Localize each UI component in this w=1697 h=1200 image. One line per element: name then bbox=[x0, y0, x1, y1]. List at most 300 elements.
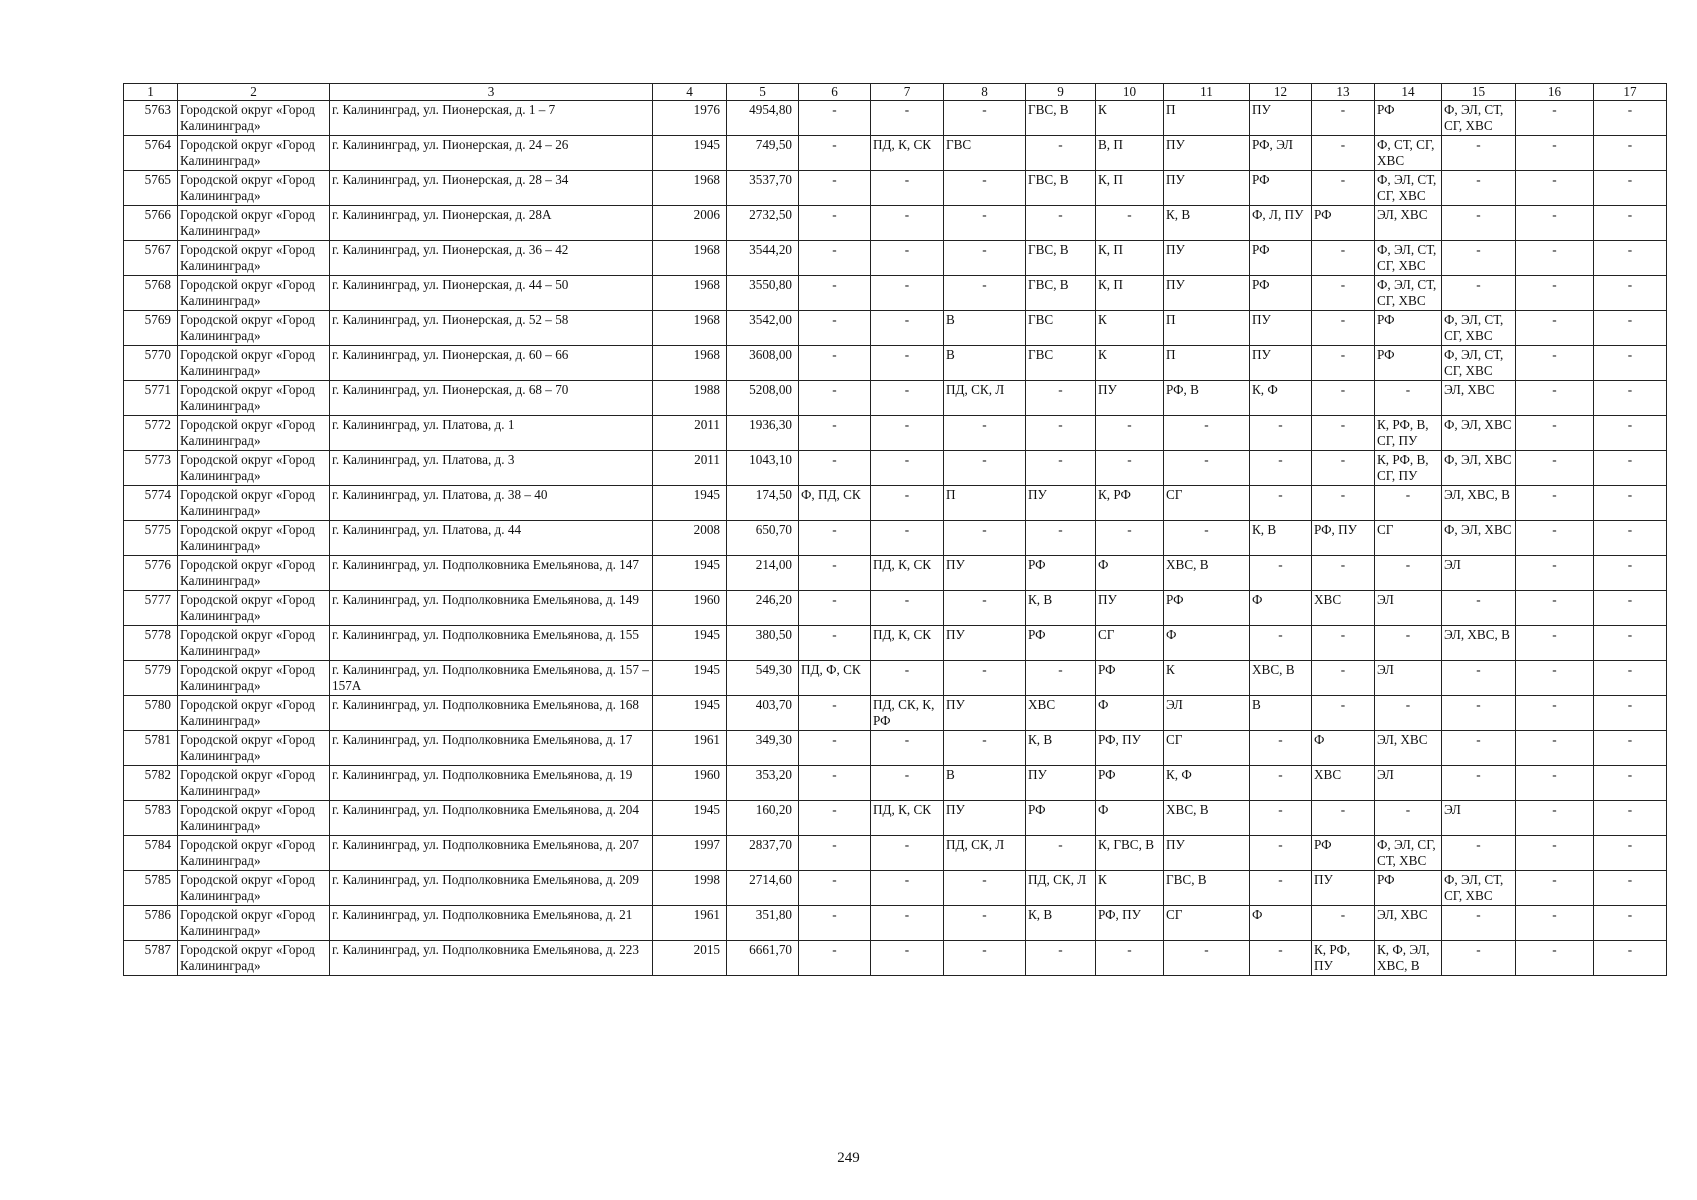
table-cell-col-2: Городской округ «Город Калининград» bbox=[178, 766, 330, 801]
header-row bbox=[124, 84, 1667, 101]
table-cell-col-6: - bbox=[799, 696, 871, 731]
table-cell-col-4: 2015 bbox=[653, 941, 727, 976]
table-cell-col-15: ЭЛ, ХВС, В bbox=[1442, 626, 1516, 661]
table-cell-col-5: 246,20 bbox=[727, 591, 799, 626]
table-cell-col-4: 1988 bbox=[653, 381, 727, 416]
table-cell-col-9: РФ bbox=[1026, 626, 1096, 661]
table-cell-col-14: ЭЛ bbox=[1375, 591, 1442, 626]
table-cell-col-11: ЭЛ bbox=[1164, 696, 1250, 731]
table-cell-col-14: - bbox=[1375, 696, 1442, 731]
table-cell-col-8: В bbox=[944, 766, 1026, 801]
table-cell-col-14: Ф, ЭЛ, СТ, СГ, ХВС bbox=[1375, 276, 1442, 311]
table-cell-col-13: - bbox=[1312, 906, 1375, 941]
table-cell-col-12: Ф bbox=[1250, 591, 1312, 626]
table-row bbox=[124, 766, 1667, 801]
table-cell-col-8: - bbox=[944, 941, 1026, 976]
table-cell-col-5: 549,30 bbox=[727, 661, 799, 696]
table-cell-col-15: - bbox=[1442, 906, 1516, 941]
table-cell-col-2: Городской округ «Город Калининград» bbox=[178, 346, 330, 381]
data-table bbox=[123, 83, 1667, 976]
table-cell-col-6: - bbox=[799, 626, 871, 661]
table-cell-col-11: П bbox=[1164, 311, 1250, 346]
column-header-14: 14 bbox=[1375, 84, 1442, 101]
table-cell-col-10: В, П bbox=[1096, 136, 1164, 171]
table-cell-col-16: - bbox=[1516, 731, 1594, 766]
table-cell-col-9: ГВС, В bbox=[1026, 101, 1096, 136]
table-cell-col-4: 1945 bbox=[653, 626, 727, 661]
table-cell-col-1: 5767 bbox=[124, 241, 178, 276]
table-cell-col-6: - bbox=[799, 206, 871, 241]
table-cell-col-12: Ф bbox=[1250, 906, 1312, 941]
table-cell-col-1: 5775 bbox=[124, 521, 178, 556]
table-cell-col-14: Ф, ЭЛ, СТ, СГ, ХВС bbox=[1375, 241, 1442, 276]
table-cell-col-13: Ф bbox=[1312, 731, 1375, 766]
table-cell-col-13: - bbox=[1312, 696, 1375, 731]
table-cell-col-9: ПД, СК, Л bbox=[1026, 871, 1096, 906]
table-cell-col-3: г. Калининград, ул. Подполковника Емельянова, д. 207 bbox=[330, 836, 653, 871]
table-cell-col-7: - bbox=[871, 416, 944, 451]
column-header-13: 13 bbox=[1312, 84, 1375, 101]
table-cell-col-7: - bbox=[871, 941, 944, 976]
table-cell-col-12: - bbox=[1250, 626, 1312, 661]
table-cell-col-3: г. Калининград, ул. Подполковника Емельянова, д. 17 bbox=[330, 731, 653, 766]
table-cell-col-1: 5766 bbox=[124, 206, 178, 241]
table-row bbox=[124, 941, 1667, 976]
table-cell-col-2: Городской округ «Город Калининград» bbox=[178, 696, 330, 731]
table-cell-col-17: - bbox=[1594, 346, 1667, 381]
table-cell-col-5: 650,70 bbox=[727, 521, 799, 556]
table-cell-col-17: - bbox=[1594, 206, 1667, 241]
table-cell-col-8: ПД, СК, Л bbox=[944, 836, 1026, 871]
table-cell-col-6: - bbox=[799, 556, 871, 591]
table-cell-col-10: К bbox=[1096, 311, 1164, 346]
table-cell-col-9: - bbox=[1026, 381, 1096, 416]
table-cell-col-10: - bbox=[1096, 521, 1164, 556]
table-cell-col-2: Городской округ «Город Калининград» bbox=[178, 171, 330, 206]
column-header-16: 16 bbox=[1516, 84, 1594, 101]
table-cell-col-4: 1976 bbox=[653, 101, 727, 136]
table-cell-col-11: СГ bbox=[1164, 731, 1250, 766]
table-cell-col-17: - bbox=[1594, 416, 1667, 451]
table-cell-col-16: - bbox=[1516, 451, 1594, 486]
table-cell-col-9: ПУ bbox=[1026, 766, 1096, 801]
table-cell-col-7: - bbox=[871, 101, 944, 136]
table-cell-col-13: - bbox=[1312, 451, 1375, 486]
table-cell-col-17: - bbox=[1594, 836, 1667, 871]
table-cell-col-4: 1968 bbox=[653, 311, 727, 346]
table-cell-col-16: - bbox=[1516, 381, 1594, 416]
table-cell-col-8: - bbox=[944, 206, 1026, 241]
table-cell-col-10: К bbox=[1096, 101, 1164, 136]
table-cell-col-8: ПД, СК, Л bbox=[944, 381, 1026, 416]
table-cell-col-12: ХВС, В bbox=[1250, 661, 1312, 696]
table-cell-col-10: К, РФ bbox=[1096, 486, 1164, 521]
table-cell-col-1: 5776 bbox=[124, 556, 178, 591]
table-cell-col-15: ЭЛ, ХВС, В bbox=[1442, 486, 1516, 521]
table-cell-col-11: К bbox=[1164, 661, 1250, 696]
table-cell-col-10: СГ bbox=[1096, 626, 1164, 661]
table-row bbox=[124, 171, 1667, 206]
table-cell-col-2: Городской округ «Город Калининград» bbox=[178, 521, 330, 556]
table-cell-col-5: 2732,50 bbox=[727, 206, 799, 241]
table-cell-col-11: К, Ф bbox=[1164, 766, 1250, 801]
table-cell-col-3: г. Калининград, ул. Подполковника Емельянова, д. 147 bbox=[330, 556, 653, 591]
column-header-1: 1 bbox=[124, 84, 178, 101]
table-cell-col-12: - bbox=[1250, 486, 1312, 521]
table-cell-col-11: ПУ bbox=[1164, 171, 1250, 206]
column-header-11: 11 bbox=[1164, 84, 1250, 101]
table-cell-col-13: ПУ bbox=[1312, 871, 1375, 906]
table-cell-col-9: - bbox=[1026, 136, 1096, 171]
table-cell-col-13: - bbox=[1312, 346, 1375, 381]
table-cell-col-8: - bbox=[944, 871, 1026, 906]
table-cell-col-16: - bbox=[1516, 836, 1594, 871]
table-cell-col-6: - bbox=[799, 346, 871, 381]
table-cell-col-5: 3537,70 bbox=[727, 171, 799, 206]
table-cell-col-2: Городской округ «Город Калининград» bbox=[178, 416, 330, 451]
table-cell-col-5: 6661,70 bbox=[727, 941, 799, 976]
table-cell-col-14: ЭЛ bbox=[1375, 661, 1442, 696]
table-cell-col-11: П bbox=[1164, 346, 1250, 381]
column-header-3: 3 bbox=[330, 84, 653, 101]
table-cell-col-7: - bbox=[871, 766, 944, 801]
table-cell-col-11: К, В bbox=[1164, 206, 1250, 241]
table-row bbox=[124, 626, 1667, 661]
table-cell-col-12: - bbox=[1250, 451, 1312, 486]
table-cell-col-12: РФ, ЭЛ bbox=[1250, 136, 1312, 171]
table-cell-col-17: - bbox=[1594, 941, 1667, 976]
table-cell-col-14: - bbox=[1375, 381, 1442, 416]
column-header-12: 12 bbox=[1250, 84, 1312, 101]
table-cell-col-9: - bbox=[1026, 451, 1096, 486]
table-cell-col-15: Ф, ЭЛ, СТ, СГ, ХВС bbox=[1442, 871, 1516, 906]
table-cell-col-10: К, ГВС, В bbox=[1096, 836, 1164, 871]
table-cell-col-16: - bbox=[1516, 906, 1594, 941]
table-cell-col-2: Городской округ «Город Калининград» bbox=[178, 731, 330, 766]
table-cell-col-7: - bbox=[871, 591, 944, 626]
table-cell-col-4: 1961 bbox=[653, 731, 727, 766]
table-cell-col-17: - bbox=[1594, 276, 1667, 311]
table-cell-col-6: - bbox=[799, 836, 871, 871]
table-cell-col-9: ГВС, В bbox=[1026, 276, 1096, 311]
table-cell-col-9: ГВС, В bbox=[1026, 171, 1096, 206]
table-cell-col-2: Городской округ «Город Калининград» bbox=[178, 591, 330, 626]
table-cell-col-6: - bbox=[799, 136, 871, 171]
table-cell-col-14: К, РФ, В, СГ, ПУ bbox=[1375, 451, 1442, 486]
column-header-6: 6 bbox=[799, 84, 871, 101]
table-cell-col-12: - bbox=[1250, 766, 1312, 801]
table-cell-col-5: 1936,30 bbox=[727, 416, 799, 451]
table-row bbox=[124, 696, 1667, 731]
table-cell-col-14: ЭЛ, ХВС bbox=[1375, 206, 1442, 241]
table-cell-col-5: 353,20 bbox=[727, 766, 799, 801]
table-cell-col-6: - bbox=[799, 731, 871, 766]
table-cell-col-17: - bbox=[1594, 871, 1667, 906]
table-row bbox=[124, 206, 1667, 241]
table-cell-col-13: ХВС bbox=[1312, 766, 1375, 801]
table-cell-col-16: - bbox=[1516, 521, 1594, 556]
table-cell-col-15: - bbox=[1442, 136, 1516, 171]
table-cell-col-8: - bbox=[944, 276, 1026, 311]
table-cell-col-11: ХВС, В bbox=[1164, 556, 1250, 591]
table-cell-col-1: 5783 bbox=[124, 801, 178, 836]
table-cell-col-9: РФ bbox=[1026, 801, 1096, 836]
table-cell-col-2: Городской округ «Город Калининград» bbox=[178, 941, 330, 976]
table-cell-col-15: - bbox=[1442, 696, 1516, 731]
table-cell-col-2: Городской округ «Город Калининград» bbox=[178, 906, 330, 941]
table-cell-col-15: - bbox=[1442, 206, 1516, 241]
table-cell-col-12: ПУ bbox=[1250, 101, 1312, 136]
table-cell-col-3: г. Калининград, ул. Платова, д. 1 bbox=[330, 416, 653, 451]
table-cell-col-16: - bbox=[1516, 416, 1594, 451]
table-cell-col-5: 403,70 bbox=[727, 696, 799, 731]
table-cell-col-1: 5769 bbox=[124, 311, 178, 346]
table-cell-col-5: 3550,80 bbox=[727, 276, 799, 311]
table-cell-col-3: г. Калининград, ул. Пионерская, д. 68 – 70 bbox=[330, 381, 653, 416]
table-cell-col-12: К, Ф bbox=[1250, 381, 1312, 416]
table-cell-col-6: Ф, ПД, СК bbox=[799, 486, 871, 521]
table-cell-col-3: г. Калининград, ул. Пионерская, д. 28 – 34 bbox=[330, 171, 653, 206]
table-cell-col-2: Городской округ «Город Калининград» bbox=[178, 311, 330, 346]
table-cell-col-1: 5779 bbox=[124, 661, 178, 696]
table-cell-col-11: ХВС, В bbox=[1164, 801, 1250, 836]
table-cell-col-1: 5780 bbox=[124, 696, 178, 731]
table-cell-col-8: ПУ bbox=[944, 626, 1026, 661]
table-cell-col-16: - bbox=[1516, 801, 1594, 836]
table-row bbox=[124, 871, 1667, 906]
table-cell-col-3: г. Калининград, ул. Платова, д. 44 bbox=[330, 521, 653, 556]
table-cell-col-17: - bbox=[1594, 906, 1667, 941]
table-cell-col-8: ПУ bbox=[944, 556, 1026, 591]
table-cell-col-16: - bbox=[1516, 136, 1594, 171]
table-cell-col-3: г. Калининград, ул. Пионерская, д. 60 – 66 bbox=[330, 346, 653, 381]
table-cell-col-7: - bbox=[871, 871, 944, 906]
column-header-15: 15 bbox=[1442, 84, 1516, 101]
table-cell-col-17: - bbox=[1594, 626, 1667, 661]
table-cell-col-1: 5768 bbox=[124, 276, 178, 311]
table-cell-col-7: ПД, К, СК bbox=[871, 626, 944, 661]
table-cell-col-17: - bbox=[1594, 311, 1667, 346]
table-cell-col-13: - bbox=[1312, 801, 1375, 836]
table-row bbox=[124, 136, 1667, 171]
table-cell-col-17: - bbox=[1594, 101, 1667, 136]
table-cell-col-1: 5781 bbox=[124, 731, 178, 766]
table-cell-col-7: - bbox=[871, 836, 944, 871]
table-cell-col-6: - bbox=[799, 451, 871, 486]
table-cell-col-10: Ф bbox=[1096, 801, 1164, 836]
table-cell-col-11: П bbox=[1164, 101, 1250, 136]
table-cell-col-1: 5778 bbox=[124, 626, 178, 661]
table-cell-col-7: - bbox=[871, 486, 944, 521]
table-cell-col-8: - bbox=[944, 101, 1026, 136]
table-cell-col-15: ЭЛ, ХВС bbox=[1442, 381, 1516, 416]
column-header-5: 5 bbox=[727, 84, 799, 101]
table-cell-col-13: РФ, ПУ bbox=[1312, 521, 1375, 556]
table-cell-col-11: СГ bbox=[1164, 486, 1250, 521]
table-cell-col-11: ГВС, В bbox=[1164, 871, 1250, 906]
table-row bbox=[124, 101, 1667, 136]
table-cell-col-6: - bbox=[799, 171, 871, 206]
table-cell-col-5: 160,20 bbox=[727, 801, 799, 836]
table-cell-col-13: - bbox=[1312, 486, 1375, 521]
table-cell-col-8: - bbox=[944, 416, 1026, 451]
table-cell-col-1: 5773 bbox=[124, 451, 178, 486]
table-cell-col-8: - bbox=[944, 661, 1026, 696]
table-cell-col-15: Ф, ЭЛ, ХВС bbox=[1442, 416, 1516, 451]
table-cell-col-14: - bbox=[1375, 486, 1442, 521]
table-cell-col-17: - bbox=[1594, 766, 1667, 801]
table-cell-col-3: г. Калининград, ул. Подполковника Емельянова, д. 157 – 157А bbox=[330, 661, 653, 696]
table-cell-col-4: 1960 bbox=[653, 766, 727, 801]
table-cell-col-4: 2008 bbox=[653, 521, 727, 556]
table-cell-col-4: 2006 bbox=[653, 206, 727, 241]
table-cell-col-4: 1945 bbox=[653, 696, 727, 731]
table-cell-col-14: Ф, ЭЛ, СТ, СГ, ХВС bbox=[1375, 171, 1442, 206]
table-cell-col-16: - bbox=[1516, 941, 1594, 976]
table-cell-col-6: - bbox=[799, 871, 871, 906]
table-cell-col-2: Городской округ «Город Калининград» bbox=[178, 871, 330, 906]
table-cell-col-16: - bbox=[1516, 276, 1594, 311]
table-cell-col-7: ПД, К, СК bbox=[871, 556, 944, 591]
table-cell-col-10: РФ bbox=[1096, 661, 1164, 696]
table-cell-col-17: - bbox=[1594, 731, 1667, 766]
table-row bbox=[124, 486, 1667, 521]
table-cell-col-7: - bbox=[871, 276, 944, 311]
table-cell-col-4: 2011 bbox=[653, 416, 727, 451]
table-cell-col-16: - bbox=[1516, 311, 1594, 346]
table-cell-col-2: Городской округ «Город Калининград» bbox=[178, 556, 330, 591]
table-cell-col-8: - bbox=[944, 906, 1026, 941]
table-cell-col-17: - bbox=[1594, 661, 1667, 696]
page-number: 249 bbox=[837, 1150, 860, 1166]
table-cell-col-4: 1961 bbox=[653, 906, 727, 941]
table-row bbox=[124, 276, 1667, 311]
table-cell-col-12: - bbox=[1250, 801, 1312, 836]
table-cell-col-11: - bbox=[1164, 451, 1250, 486]
table-cell-col-4: 1968 bbox=[653, 346, 727, 381]
table-cell-col-10: РФ, ПУ bbox=[1096, 906, 1164, 941]
table-cell-col-16: - bbox=[1516, 696, 1594, 731]
table-cell-col-10: К, П bbox=[1096, 241, 1164, 276]
table-cell-col-6: - bbox=[799, 801, 871, 836]
table-cell-col-15: - bbox=[1442, 836, 1516, 871]
table-cell-col-16: - bbox=[1516, 101, 1594, 136]
table-cell-col-5: 4954,80 bbox=[727, 101, 799, 136]
table-cell-col-16: - bbox=[1516, 206, 1594, 241]
table-cell-col-15: Ф, ЭЛ, ХВС bbox=[1442, 451, 1516, 486]
table-cell-col-13: К, РФ, ПУ bbox=[1312, 941, 1375, 976]
table-cell-col-12: - bbox=[1250, 731, 1312, 766]
table-cell-col-10: - bbox=[1096, 941, 1164, 976]
table-cell-col-14: Ф, СТ, СГ, ХВС bbox=[1375, 136, 1442, 171]
table-cell-col-2: Городской округ «Город Калининград» bbox=[178, 626, 330, 661]
table-cell-col-2: Городской округ «Город Калининград» bbox=[178, 276, 330, 311]
table-cell-col-7: ПД, СК, К, РФ bbox=[871, 696, 944, 731]
table-cell-col-5: 380,50 bbox=[727, 626, 799, 661]
table-cell-col-11: - bbox=[1164, 416, 1250, 451]
table-cell-col-12: В bbox=[1250, 696, 1312, 731]
table-cell-col-8: В bbox=[944, 311, 1026, 346]
table-cell-col-1: 5777 bbox=[124, 591, 178, 626]
table-cell-col-13: - bbox=[1312, 661, 1375, 696]
table-cell-col-14: - bbox=[1375, 556, 1442, 591]
table-cell-col-7: - bbox=[871, 661, 944, 696]
table-cell-col-7: - bbox=[871, 381, 944, 416]
table-cell-col-3: г. Калининград, ул. Пионерская, д. 28А bbox=[330, 206, 653, 241]
table-row bbox=[124, 591, 1667, 626]
table-cell-col-14: ЭЛ bbox=[1375, 766, 1442, 801]
table-cell-col-15: Ф, ЭЛ, ХВС bbox=[1442, 521, 1516, 556]
table-cell-col-4: 1945 bbox=[653, 801, 727, 836]
column-header-8: 8 bbox=[944, 84, 1026, 101]
table-cell-col-15: ЭЛ bbox=[1442, 801, 1516, 836]
table-cell-col-7: - bbox=[871, 311, 944, 346]
table-cell-col-12: - bbox=[1250, 941, 1312, 976]
table-cell-col-14: ЭЛ, ХВС bbox=[1375, 731, 1442, 766]
table-cell-col-2: Городской округ «Город Калининград» bbox=[178, 801, 330, 836]
table-cell-col-10: К, П bbox=[1096, 171, 1164, 206]
table-cell-col-13: - bbox=[1312, 311, 1375, 346]
table-cell-col-15: - bbox=[1442, 766, 1516, 801]
table-cell-col-8: - bbox=[944, 451, 1026, 486]
table-cell-col-1: 5787 bbox=[124, 941, 178, 976]
table-cell-col-15: - bbox=[1442, 941, 1516, 976]
column-header-2: 2 bbox=[178, 84, 330, 101]
table-cell-col-7: - bbox=[871, 731, 944, 766]
table-cell-col-4: 1997 bbox=[653, 836, 727, 871]
table-cell-col-9: ГВС, В bbox=[1026, 241, 1096, 276]
table-cell-col-14: Ф, ЭЛ, СГ, СТ, ХВС bbox=[1375, 836, 1442, 871]
table-row bbox=[124, 521, 1667, 556]
table-cell-col-5: 1043,10 bbox=[727, 451, 799, 486]
table-cell-col-5: 749,50 bbox=[727, 136, 799, 171]
table-row bbox=[124, 416, 1667, 451]
table-cell-col-13: - bbox=[1312, 556, 1375, 591]
table-cell-col-12: Ф, Л, ПУ bbox=[1250, 206, 1312, 241]
table-cell-col-5: 3544,20 bbox=[727, 241, 799, 276]
table-cell-col-1: 5772 bbox=[124, 416, 178, 451]
table-cell-col-8: ПУ bbox=[944, 696, 1026, 731]
table-cell-col-11: ПУ bbox=[1164, 836, 1250, 871]
table-cell-col-4: 1968 bbox=[653, 241, 727, 276]
column-header-4: 4 bbox=[653, 84, 727, 101]
table-cell-col-10: - bbox=[1096, 416, 1164, 451]
table-cell-col-16: - bbox=[1516, 766, 1594, 801]
table-cell-col-2: Городской округ «Город Калининград» bbox=[178, 241, 330, 276]
table-cell-col-9: ГВС bbox=[1026, 346, 1096, 381]
table-cell-col-7: - bbox=[871, 451, 944, 486]
table-cell-col-2: Городской округ «Город Калининград» bbox=[178, 206, 330, 241]
table-cell-col-15: Ф, ЭЛ, СТ, СГ, ХВС bbox=[1442, 101, 1516, 136]
table-cell-col-1: 5764 bbox=[124, 136, 178, 171]
table-cell-col-8: - bbox=[944, 521, 1026, 556]
table-cell-col-10: Ф bbox=[1096, 556, 1164, 591]
table-cell-col-2: Городской округ «Город Калининград» bbox=[178, 381, 330, 416]
table-cell-col-2: Городской округ «Город Калининград» bbox=[178, 451, 330, 486]
table-cell-col-17: - bbox=[1594, 556, 1667, 591]
table-cell-col-5: 2837,70 bbox=[727, 836, 799, 871]
table-cell-col-17: - bbox=[1594, 136, 1667, 171]
table-cell-col-3: г. Калининград, ул. Пионерская, д. 36 – 42 bbox=[330, 241, 653, 276]
table-cell-col-1: 5784 bbox=[124, 836, 178, 871]
table-cell-col-3: г. Калининград, ул. Платова, д. 3 bbox=[330, 451, 653, 486]
table-cell-col-16: - bbox=[1516, 346, 1594, 381]
table-row bbox=[124, 836, 1667, 871]
table-cell-col-15: - bbox=[1442, 276, 1516, 311]
table-cell-col-6: - bbox=[799, 906, 871, 941]
table-cell-col-7: - bbox=[871, 171, 944, 206]
table-cell-col-2: Городской округ «Город Калининград» bbox=[178, 101, 330, 136]
